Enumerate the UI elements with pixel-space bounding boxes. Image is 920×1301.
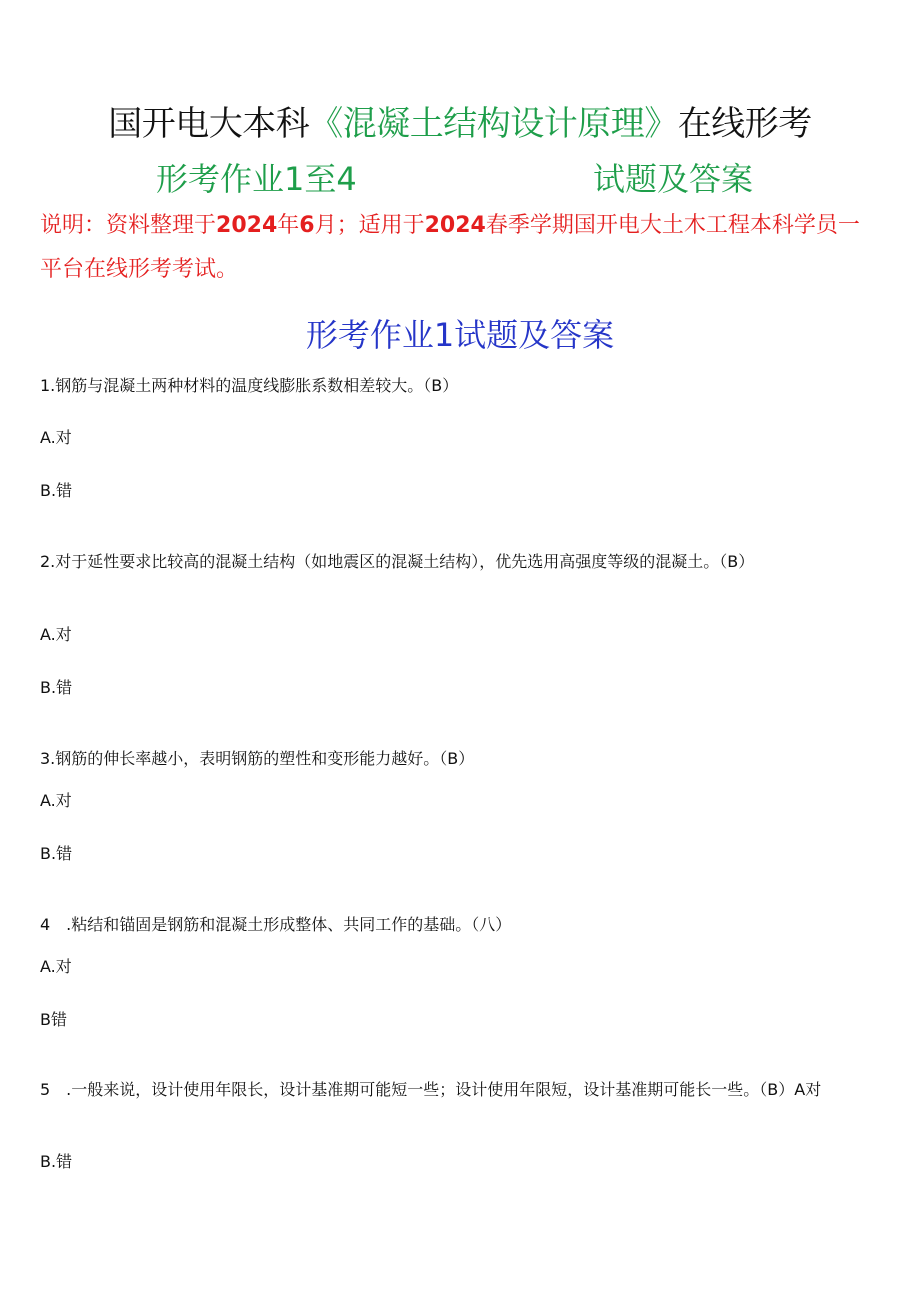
question-1: 1.钢筋与混凝土两种材料的温度线膨胀系数相差较大。（B） bbox=[40, 376, 459, 395]
section-title: 形考作业1试题及答案 bbox=[305, 316, 615, 354]
note-paragraph bbox=[40, 204, 880, 292]
title-course: 《混凝土结构设计原理》 bbox=[309, 104, 678, 144]
question-2: 2.对于延性要求比较高的混凝土结构（如地震区的混凝土结构），优先选用高强度等级的混凝土。（B） bbox=[40, 552, 755, 571]
question-3-option-a: A.对 bbox=[40, 791, 72, 810]
subtitle-left: 形考作业1至4 bbox=[156, 160, 357, 198]
note-text-2: 年 bbox=[277, 213, 300, 238]
note-text-4: 春季学期国开电大土木工程本科学员一平台在线形考考试。 bbox=[40, 213, 860, 282]
question-2-option-a: A.对 bbox=[40, 625, 72, 644]
question-5-option-b: B.错 bbox=[40, 1152, 73, 1171]
question-3: 3.钢筋的伸长率越小，表明钢筋的塑性和变形能力越好。（B） bbox=[40, 749, 475, 768]
question-2-option-b: B.错 bbox=[40, 678, 73, 697]
title-prefix: 国开电大本科 bbox=[108, 104, 310, 144]
question-4: 4 .粘结和锚固是钢筋和混凝土形成整体、共同工作的基础。（八） bbox=[40, 915, 512, 934]
question-4-option-a: A.对 bbox=[40, 957, 72, 976]
question-3-option-b: B.错 bbox=[40, 844, 73, 863]
title-suffix: 在线形考 bbox=[677, 104, 812, 144]
document-title bbox=[0, 96, 920, 145]
question-1-option-b: B.错 bbox=[40, 481, 73, 500]
note-text-3: 月；适用于 bbox=[314, 213, 425, 238]
note-year-2: 2024 bbox=[424, 213, 486, 238]
question-4-option-b: B错 bbox=[40, 1010, 67, 1029]
subtitle-right: 试题及答案 bbox=[593, 160, 754, 198]
note-text-1: 说明：资料整理于 bbox=[40, 213, 217, 238]
question-1-option-a: A.对 bbox=[40, 428, 72, 447]
note-month: 6 bbox=[299, 213, 315, 238]
note-year-1: 2024 bbox=[216, 213, 278, 238]
question-5: 5 .一般来说，设计使用年限长，设计基准期可能短一些；设计使用年限短，设计基准期可能长一些。（B）A对 bbox=[40, 1080, 822, 1099]
